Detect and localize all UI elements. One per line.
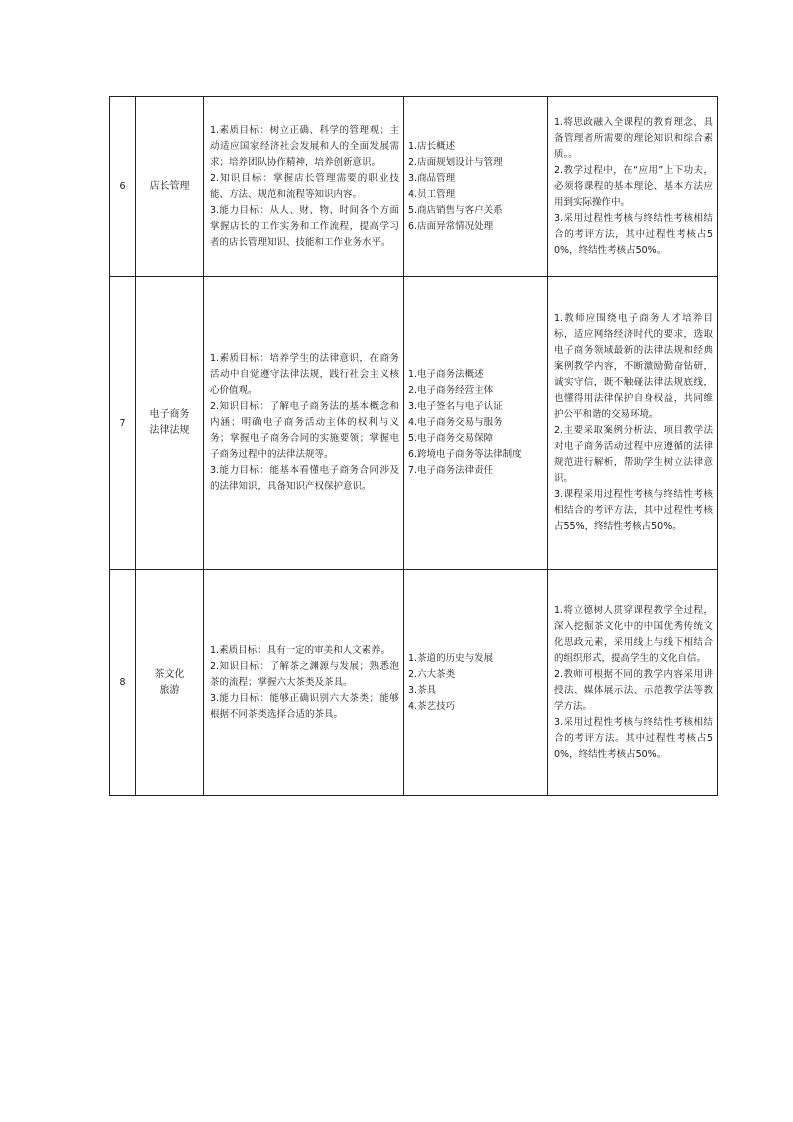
content-item: 5.电子商务交易保障 xyxy=(408,433,494,444)
content-item: 5.商店销售与客户关系 xyxy=(408,204,503,216)
course-name xyxy=(136,277,204,570)
course-contents xyxy=(404,277,548,570)
course-contents xyxy=(404,570,548,796)
course-goals xyxy=(204,570,404,796)
course-table xyxy=(109,96,718,796)
content-item: 4.茶艺技巧 xyxy=(408,700,456,712)
content-item: 6.店面异常情况处理 xyxy=(408,220,494,232)
goal-item: 2.知识目标：了解电子商务法的基本概念和内涵；明确电子商务活动主体的权利与义务；掌握电子商务合同的实施要领；掌握电子商务过程中的法律法规等。 xyxy=(210,401,399,460)
table-row xyxy=(110,277,718,570)
course-name: 店长管理 xyxy=(136,97,204,277)
requirement-item: 1.将思政融入全课程的教育理念，具备管理者所需要的理论知识和综合素质。。 xyxy=(554,116,713,160)
goal-item: 2.知识目标：了解茶之渊源与发展；熟悉泡茶的流程；掌握六大茶类及茶具。 xyxy=(210,660,399,688)
content-item: 2.电子商务经营主体 xyxy=(408,385,494,396)
teaching-requirements xyxy=(548,570,718,796)
requirement-item: 1.将立德树人贯穿课程教学全过程，深入挖掘茶文化中的中国优秀传统文化思政元素，采用线上与线下相结合的组织形式，提高学生的文化自信。 xyxy=(554,604,713,664)
content-item: 1.电子商务法概述 xyxy=(408,369,484,380)
course-name-line: 法律法规 xyxy=(149,425,190,436)
content-item: 1.店长概述 xyxy=(408,140,456,152)
table-row xyxy=(110,97,718,277)
course-name xyxy=(136,570,204,796)
table-row xyxy=(110,570,718,796)
requirement-item: 2.主要采取案例分析法、项目教学法对电子商务活动过程中应遵循的法律规范进行解析，帮助学生树立法律意识。 xyxy=(554,425,713,484)
requirement-item: 3.课程采用过程性考核与终结性考核相结合的考评方法，其中过程性考核占55%，终结性考核占50%。 xyxy=(554,489,713,532)
requirement-item: 1.教师应围绕电子商务人才培养目标，适应网络经济时代的要求，选取电子商务领域最新的法律法规和经典案例教学内容，不断激励勤奋钻研，诚实守信，既不触碰法律法规底线，也懂得用法律保护自身权益，共同维护公平和谐的交易环境。 xyxy=(554,313,713,420)
requirement-item: 2.教学过程中，在“应用”上下功夫，必须将课程的基本理论、基本方法应用到实际操作中。 xyxy=(554,164,713,208)
goal-item: 1.素质目标：具有一定的审美和人文素养。 xyxy=(210,644,391,656)
content-item: 2.店面规划设计与管理 xyxy=(408,156,503,168)
row-number: 8 xyxy=(110,570,136,796)
content-item: 3.茶具 xyxy=(408,684,437,696)
teaching-requirements xyxy=(548,277,718,570)
content-item: 2.六大茶类 xyxy=(408,668,456,680)
course-goals xyxy=(204,277,404,570)
goal-item: 3.能力目标：能基本看懂电子商务合同涉及的法律知识，具备知识产权保护意识。 xyxy=(210,465,399,492)
content-item: 3.商品管理 xyxy=(408,172,456,184)
requirement-item: 3.采用过程性考核与终结性考核相结合的考评方法。其中过程性考核占50%，终结性考核占50%。 xyxy=(554,716,713,760)
content-item: 3.电子签名与电子认证 xyxy=(408,401,503,412)
row-number: 7 xyxy=(110,277,136,570)
content-item: 4.电子商务交易与服务 xyxy=(408,417,503,428)
course-goals xyxy=(204,97,404,277)
course-name-line: 旅游 xyxy=(159,684,180,696)
goal-item: 1.素质目标：培养学生的法律意识，在商务活动中自觉遵守法律法规，践行社会主义核心价值观。 xyxy=(210,353,399,396)
content-item: 6.跨境电子商务等法律制度 xyxy=(408,449,522,460)
content-item: 4.员工管理 xyxy=(408,188,456,200)
goal-item: 3.能力目标：能够正确识别六大茶类；能够根据不同茶类选择合适的茶具。 xyxy=(210,692,399,720)
course-contents xyxy=(404,97,548,277)
requirement-item: 3.采用过程性考核与终结性考核相结合的考评方法，其中过程性考核占50%，终结性考核占50%。 xyxy=(554,212,713,256)
content-item: 7.电子商务法律责任 xyxy=(408,465,494,476)
teaching-requirements xyxy=(548,97,718,277)
content-item: 1.茶道的历史与发展 xyxy=(408,652,494,664)
goal-item: 1.素质目标：树立正确、科学的管理观；主动适应国家经济社会发展和人的全面发展需求；培养团队协作精神，培养创新意识。 xyxy=(210,124,399,168)
goal-item: 3.能力目标：从人、财、物、时间各个方面掌握店长的工作实务和工作流程，提高学习者的店长管理知识、技能和工作业务水平。 xyxy=(210,204,399,248)
row-number: 6 xyxy=(110,97,136,277)
course-name-line: 电子商务 xyxy=(149,409,190,420)
course-name-line: 茶文化 xyxy=(154,668,185,680)
goal-item: 2.知识目标：掌握店长管理需要的职业技能、方法、规范和流程等知识内容。 xyxy=(210,172,399,200)
requirement-item: 2.教师可根据不同的教学内容采用讲授法、媒体展示法、示范教学法等教学方法。 xyxy=(554,668,713,712)
